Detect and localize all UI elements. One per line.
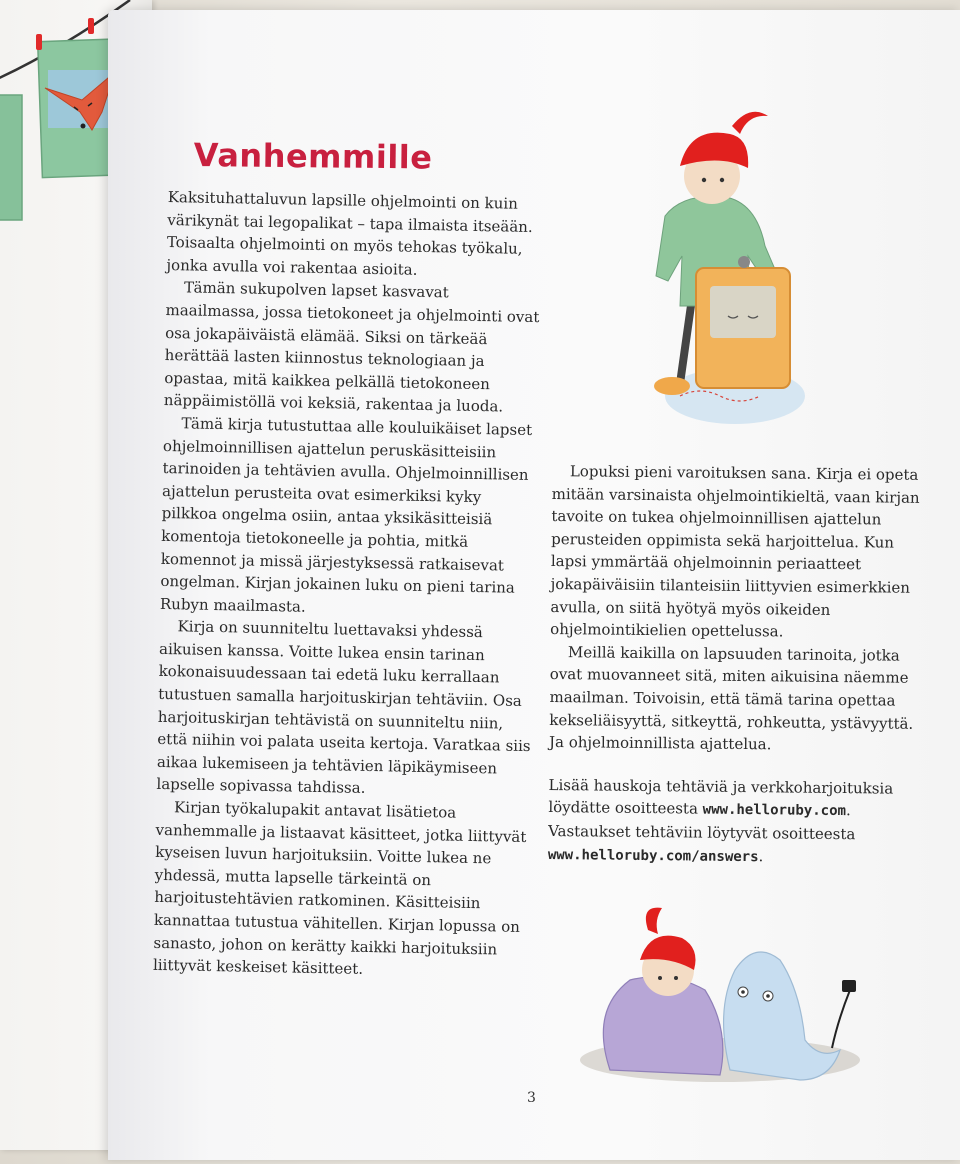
page-title: Vanhemmille xyxy=(193,136,433,177)
paragraph: Meillä kaikilla on lapsuuden tarinoita, jotka ovat muovanneet sitä, miten aikuisina näemme maailman. Toivoisin, että tämä tarina opettaa kekseliäisyyttä, sitkeyttä, rohkeutta, ystävyyttä. Ja ohjelmoinnillista ajattelua. xyxy=(548,642,914,754)
plug-icon xyxy=(842,980,856,992)
right-text-column xyxy=(548,460,922,870)
links-paragraph xyxy=(548,774,919,870)
ghost-icon xyxy=(724,952,840,1080)
left-text-column xyxy=(153,186,544,984)
paragraph: Tämä kirja tutustuttaa alle kouluikäiset lapset ohjelmoinnillisen ajattelun peruskäsitteisiin tarinoiden ja tehtävien avulla. Ohjelmoinnillisen ajattelun perusteita ovat esimerkiksi kyky pilkkoa ongelma osiin, antaa yksikäsitteisiä komentoja tietokoneelle ja pohtia, mitkä komennot ja missä järjestyksessä ratkaisevat ongelman. Kirjan jokainen luku on pieni tarina Rubyn maailmasta. xyxy=(159,414,533,616)
links-text: . Vastaukset tehtäviin löytyvät osoitteesta xyxy=(548,801,856,844)
website-link[interactable]: www.helloruby.com xyxy=(702,801,847,820)
ruby-and-ghost-illustration xyxy=(570,900,870,1100)
answers-link[interactable]: www.helloruby.com/answers xyxy=(547,846,759,865)
paragraph: Kirja on suunniteltu luettavaksi yhdessä aikuisen kanssa. Voitte lukea ensin tarinan kokonaisuudessaan tai edetä luku kerrallaan tutustuen samalla harjoituskirjan tehtäviin. Osa harjoituskirjan tehtävistä on suunniteltu niin, että niihin voi palata useita kertoja. Varatkaa siis aikaa lukemiseen ja tehtävien läpikäymiseen lapselle sopivassa tahdissa. xyxy=(156,617,531,798)
links-text: Lisää hauskoja tehtäviä ja verkkoharjoituksia löydätte osoitteesta xyxy=(548,775,894,818)
paragraph: Tämän sukupolven lapset kasvavat maailmassa, jossa tietokoneet ja ohjelmointi ovat osa jokapäiväistä elämää. Siksi on tärkeää herättää lasten kiinnostus teknologiaan ja opastaa, mitä kaikkea pelkällä tietokoneen näppäimistöllä voi keksiä, rakentaa ja luoda. xyxy=(163,278,540,416)
red-hair-icon xyxy=(680,112,768,168)
ruby-with-computer-illustration xyxy=(640,96,820,436)
paragraph: Kirjan työkalupakit antavat lisätietoa vanhemmalle ja listaavat käsitteet, jotka liittyvät kyseisen luvun harjoituksiin. Voitte lukea ne yhdessä, mutta lapselle tärkeintä on harjoitustehtävien ratkominen. Käsitteisiin kannattaa tutustua vähitellen. Kirjan lopussa on sanasto, johon on kerätty kaikki harjoituksiin liittyvät keskeiset käsitteet. xyxy=(152,798,527,979)
paragraph: Lopuksi pieni varoituksen sana. Kirja ei opeta mitään varsinaista ohjelmointikieltä, vaan kirjan tavoite on tukea ohjelmoinnillisen ajattelun perusteiden oppimista sekä harjoittelua. Kun lapsi ymmärtää ohjelmoinnin periaatteet jokapäiväisiin tilanteisiin liittyvien esimerkkien avulla, on siitä hyötyä myös oikeiden ohjelmointikielien opettelussa. xyxy=(550,462,920,641)
page-number: 3 xyxy=(527,1090,536,1106)
links-text: . xyxy=(758,846,764,865)
paragraph: Kaksituhattaluvun lapsille ohjelmointi on kuin värikynät tai legopalikat – tapa ilmaista itseään. Toisaalta ohjelmointi on myös tehokas työkalu, jonka avulla voi rakentaa asioita. xyxy=(166,187,533,279)
